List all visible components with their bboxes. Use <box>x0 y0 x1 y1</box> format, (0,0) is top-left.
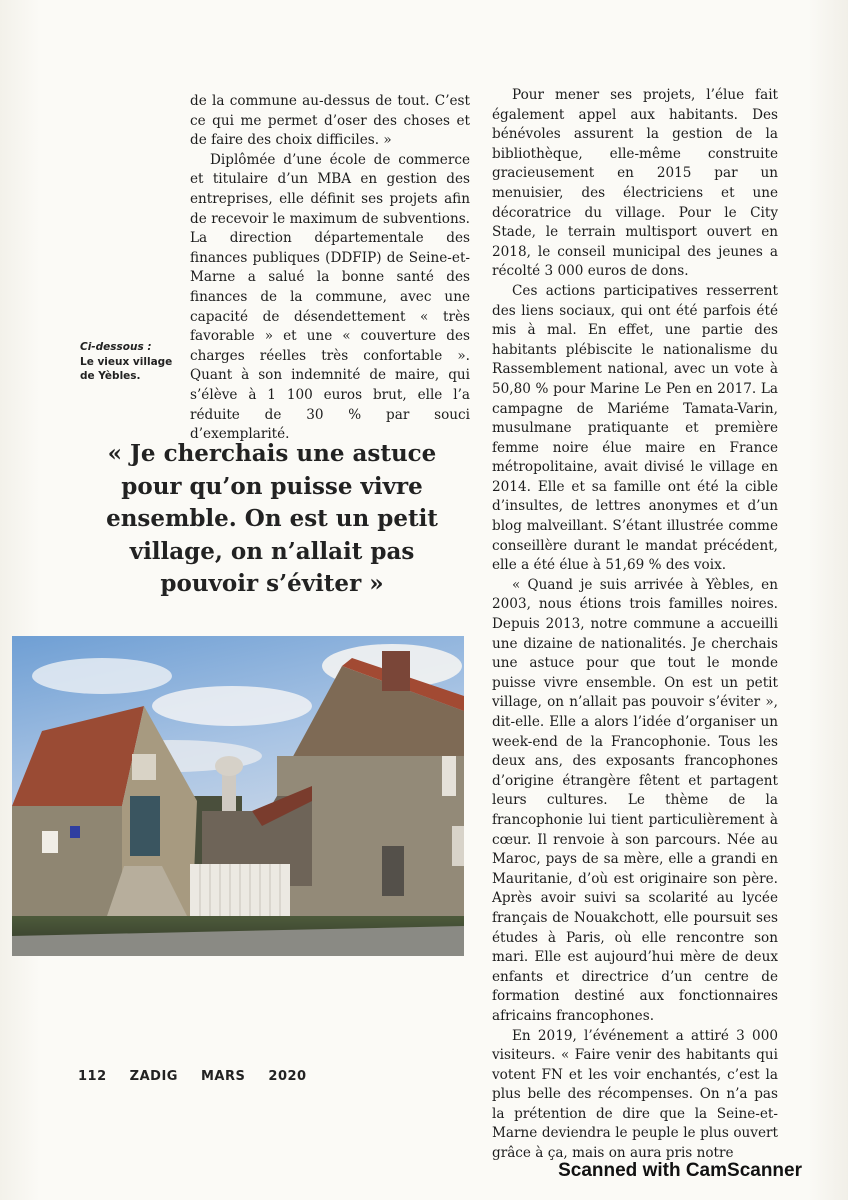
issue-month: MARS <box>201 1069 246 1084</box>
village-photo <box>12 636 464 956</box>
paragraph: « Quand je suis arrivée à Yèbles, en 2003, nous étions trois familles noires. Depuis 2013, notre commune a accueilli une dizaine de nationalités. Je cherchais une astuce pour que tout le monde puisse vivre ensemble. On est un petit village, on n’allait pas pouvoir s’éviter », dit-elle. Elle a alors l’idée d’organiser un week-end de la Francophonie. Tous les deux ans, des exposants francophones d’origine étrangère fêtent et partagent leurs cultures. Le thème de la francophonie lui tient particulièrement à cœur. Il renvoie à son parcours. Née au Maroc, pays de sa mère, elle a grandi en Mauritanie, d’où est originaire son père. Après avoir suivi sa scolarité au lycée français de Nouakchott, elle poursuit ses études à Paris, où elle rencontre son mari. Elle est aujourd’hui mère de deux enfants et directrice d’un centre de formation destiné aux fonctionnaires africains francophones. <box>492 576 778 1024</box>
paragraph: de la commune au-dessus de tout. C’est ce qui me permet d’oser des choses et de faire des choix difficiles. » <box>190 93 470 149</box>
magazine-name: ZADIG <box>129 1069 178 1084</box>
caption-label: Ci-dessous : <box>80 341 152 353</box>
paragraph: Pour mener ses projets, l’élue fait également appel aux habitants. Des bénévoles assurent la gestion de la bibliothèque, elle-même construite gracieusement en 2015 par un menuisier, des électriciens et une décoratrice du village. Pour le City Stade, le terrain multisport ouvert en 2018, le conseil municipal des jeunes a récolté 3 000 euros de dons. <box>492 87 778 280</box>
paragraph: En 2019, l’événement a attiré 3 000 visiteurs. « Faire venir des habitants qui votent FN et les voir enchantés, c’est la plus belle des récompenses. On n’a pas la prétention de dire que la Seine-et-Marne deviendra le peuple le plus ouvert grâce à ça, mais on aura pris notre <box>492 1027 778 1162</box>
photo-caption <box>80 340 180 384</box>
scanner-watermark: Scanned with CamScanner <box>558 1160 802 1181</box>
issue-year: 2020 <box>268 1069 307 1084</box>
article-column-right <box>492 86 778 1164</box>
paragraph: Ces actions participatives resserrent des liens sociaux, qui ont été parfois été mis à mal. En effet, une partie des habitants plébiscite le nationalisme du Rassemblement national, avec un vote à 50,80 % pour Marine Le Pen en 2017. La campagne de Mariéme Tamata-Varin, musulmane pratiquante et première femme noire élue maire en France métropolitaine, avait divisé le village en 2014. Elle et sa famille ont été la cible d’insultes, de lettres anonymes et d’un blog malveillant. S’étant illustrée comme conseillère durant le mandat précédent, elle a été élue à 51,69 % des voix. <box>492 282 778 574</box>
paragraph: Diplômée d’une école de commerce et titulaire d’un MBA en gestion des entreprises, elle définit ses projets afin de recevoir le maximum de subventions. La direction départementale des finances publiques (DDFIP) de Seine-et-Marne a salué la bonne santé des finances de la commune, avec une capacité de désendettement « très favorable » et une « couverture des charges réelles très confortable ». Quant à son indemnité de maire, qui s’élève à 1 100 euros brut, elle l’a réduite de 30 % par souci d’exemplarité. <box>190 151 470 443</box>
page-number: 112 <box>78 1069 107 1084</box>
article-column-middle <box>190 92 470 445</box>
page-footer <box>78 1069 325 1084</box>
pull-quote: « Je cherchais une astuce pour qu’on puisse vivre ensemble. On est un petit village, on n’allait pas pouvoir s’éviter » <box>106 440 438 598</box>
caption-text: Le vieux village de Yèbles. <box>80 355 173 382</box>
